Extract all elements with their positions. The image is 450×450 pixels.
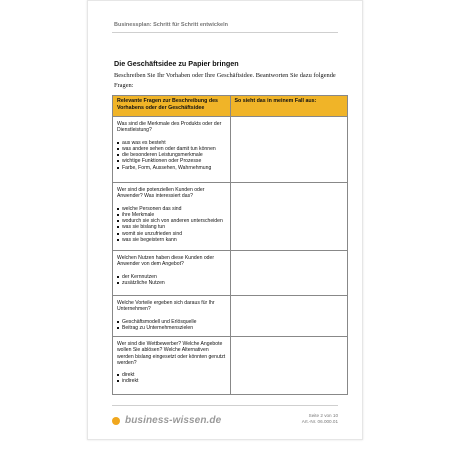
list-item: aus was es besteht <box>117 140 226 146</box>
list-item: was sie begeistern kann <box>117 237 226 243</box>
question-text: Wer sind die potenziellen Kunden oder Anwender? Was interessiert das? <box>117 187 205 200</box>
hint-list <box>117 274 226 287</box>
table-header-row <box>113 96 348 117</box>
list-item: der Kernnutzen <box>117 274 226 280</box>
list-item: die besonderen Leistungsmerkmale <box>117 152 226 158</box>
question-cell <box>113 296 231 337</box>
table-row <box>113 183 348 251</box>
list-item: wodurch sie sich von anderen unterscheiden <box>117 218 226 224</box>
hint-list <box>117 140 226 171</box>
question-cell <box>113 251 231 296</box>
answer-cell[interactable] <box>230 251 348 296</box>
page-info <box>302 413 338 425</box>
question-cell <box>113 117 231 183</box>
answer-cell[interactable] <box>230 296 348 337</box>
question-cell <box>113 183 231 251</box>
article-number: Art.-Nr. 06.000.01 <box>301 419 338 424</box>
answer-cell[interactable] <box>230 183 348 251</box>
running-header: Businessplan: Schritt für Schritt entwickeln <box>114 22 228 28</box>
logo-dot-icon <box>112 417 120 425</box>
question-text: Wer sind die Wettbewerber? Welche Angebote wollen Sie ablösen? Welche Alternativen werden bislang eingesetzt oder könnten genutzt werden? <box>117 341 226 366</box>
column-header-questions: Relevante Fragen zur Beschreibung des Vorhabens oder der Geschäftsidee <box>113 96 231 117</box>
header-divider <box>112 32 338 33</box>
list-item: welche Personen das sind <box>117 206 226 212</box>
question-text: Welchen Nutzen haben diese Kunden oder Anwender von dem Angebot? <box>117 255 215 268</box>
document-page <box>87 0 363 440</box>
table-row <box>113 296 348 337</box>
question-cell <box>113 337 231 395</box>
list-item: zusätzliche Nutzen <box>117 280 226 286</box>
questions-table <box>112 95 348 395</box>
list-item: Beitrag zu Unternehmenszielen <box>117 325 226 331</box>
answer-cell[interactable] <box>230 337 348 395</box>
list-item: ihre Merkmale <box>117 212 226 218</box>
list-item: direkt <box>117 372 226 378</box>
list-item: indirekt <box>117 378 226 384</box>
column-header-answers: So sieht das in meinem Fall aus: <box>230 96 348 117</box>
footer-divider <box>112 405 338 406</box>
list-item: Geschäftsmodell und Erlösquelle <box>117 319 226 325</box>
hint-list <box>117 372 226 385</box>
list-item: Farbe, Form, Aussehen, Wahrnehmung <box>117 165 226 171</box>
table-row <box>113 337 348 395</box>
question-text: Welche Vorteile ergeben sich daraus für Ihr Unternehmen? <box>117 300 215 313</box>
list-item: was andere sehen oder damit tun können <box>117 146 226 152</box>
question-text: Was sind die Merkmale des Produkts oder der Dienstleistung? <box>117 121 222 134</box>
brand-logo <box>112 415 221 426</box>
list-item: wichtige Funktionen oder Prozesse <box>117 158 226 164</box>
table-row <box>113 251 348 296</box>
table-row <box>113 117 348 183</box>
list-item: was sie bislang tun <box>117 224 226 230</box>
hint-list <box>117 319 226 332</box>
list-item: womit sie unzufrieden sind <box>117 231 226 237</box>
intro-paragraph: Beschreiben Sie Ihr Vorhaben oder Ihre Geschäftsidee. Beantworten Sie dazu folgende Fragen: <box>114 72 336 89</box>
page-title: Die Geschäftsidee zu Papier bringen <box>114 59 239 68</box>
answer-cell[interactable] <box>230 117 348 183</box>
hint-list <box>117 206 226 244</box>
logo-text: business-wissen.de <box>125 415 222 426</box>
page-number: Seite 2 von 10 <box>308 413 338 418</box>
